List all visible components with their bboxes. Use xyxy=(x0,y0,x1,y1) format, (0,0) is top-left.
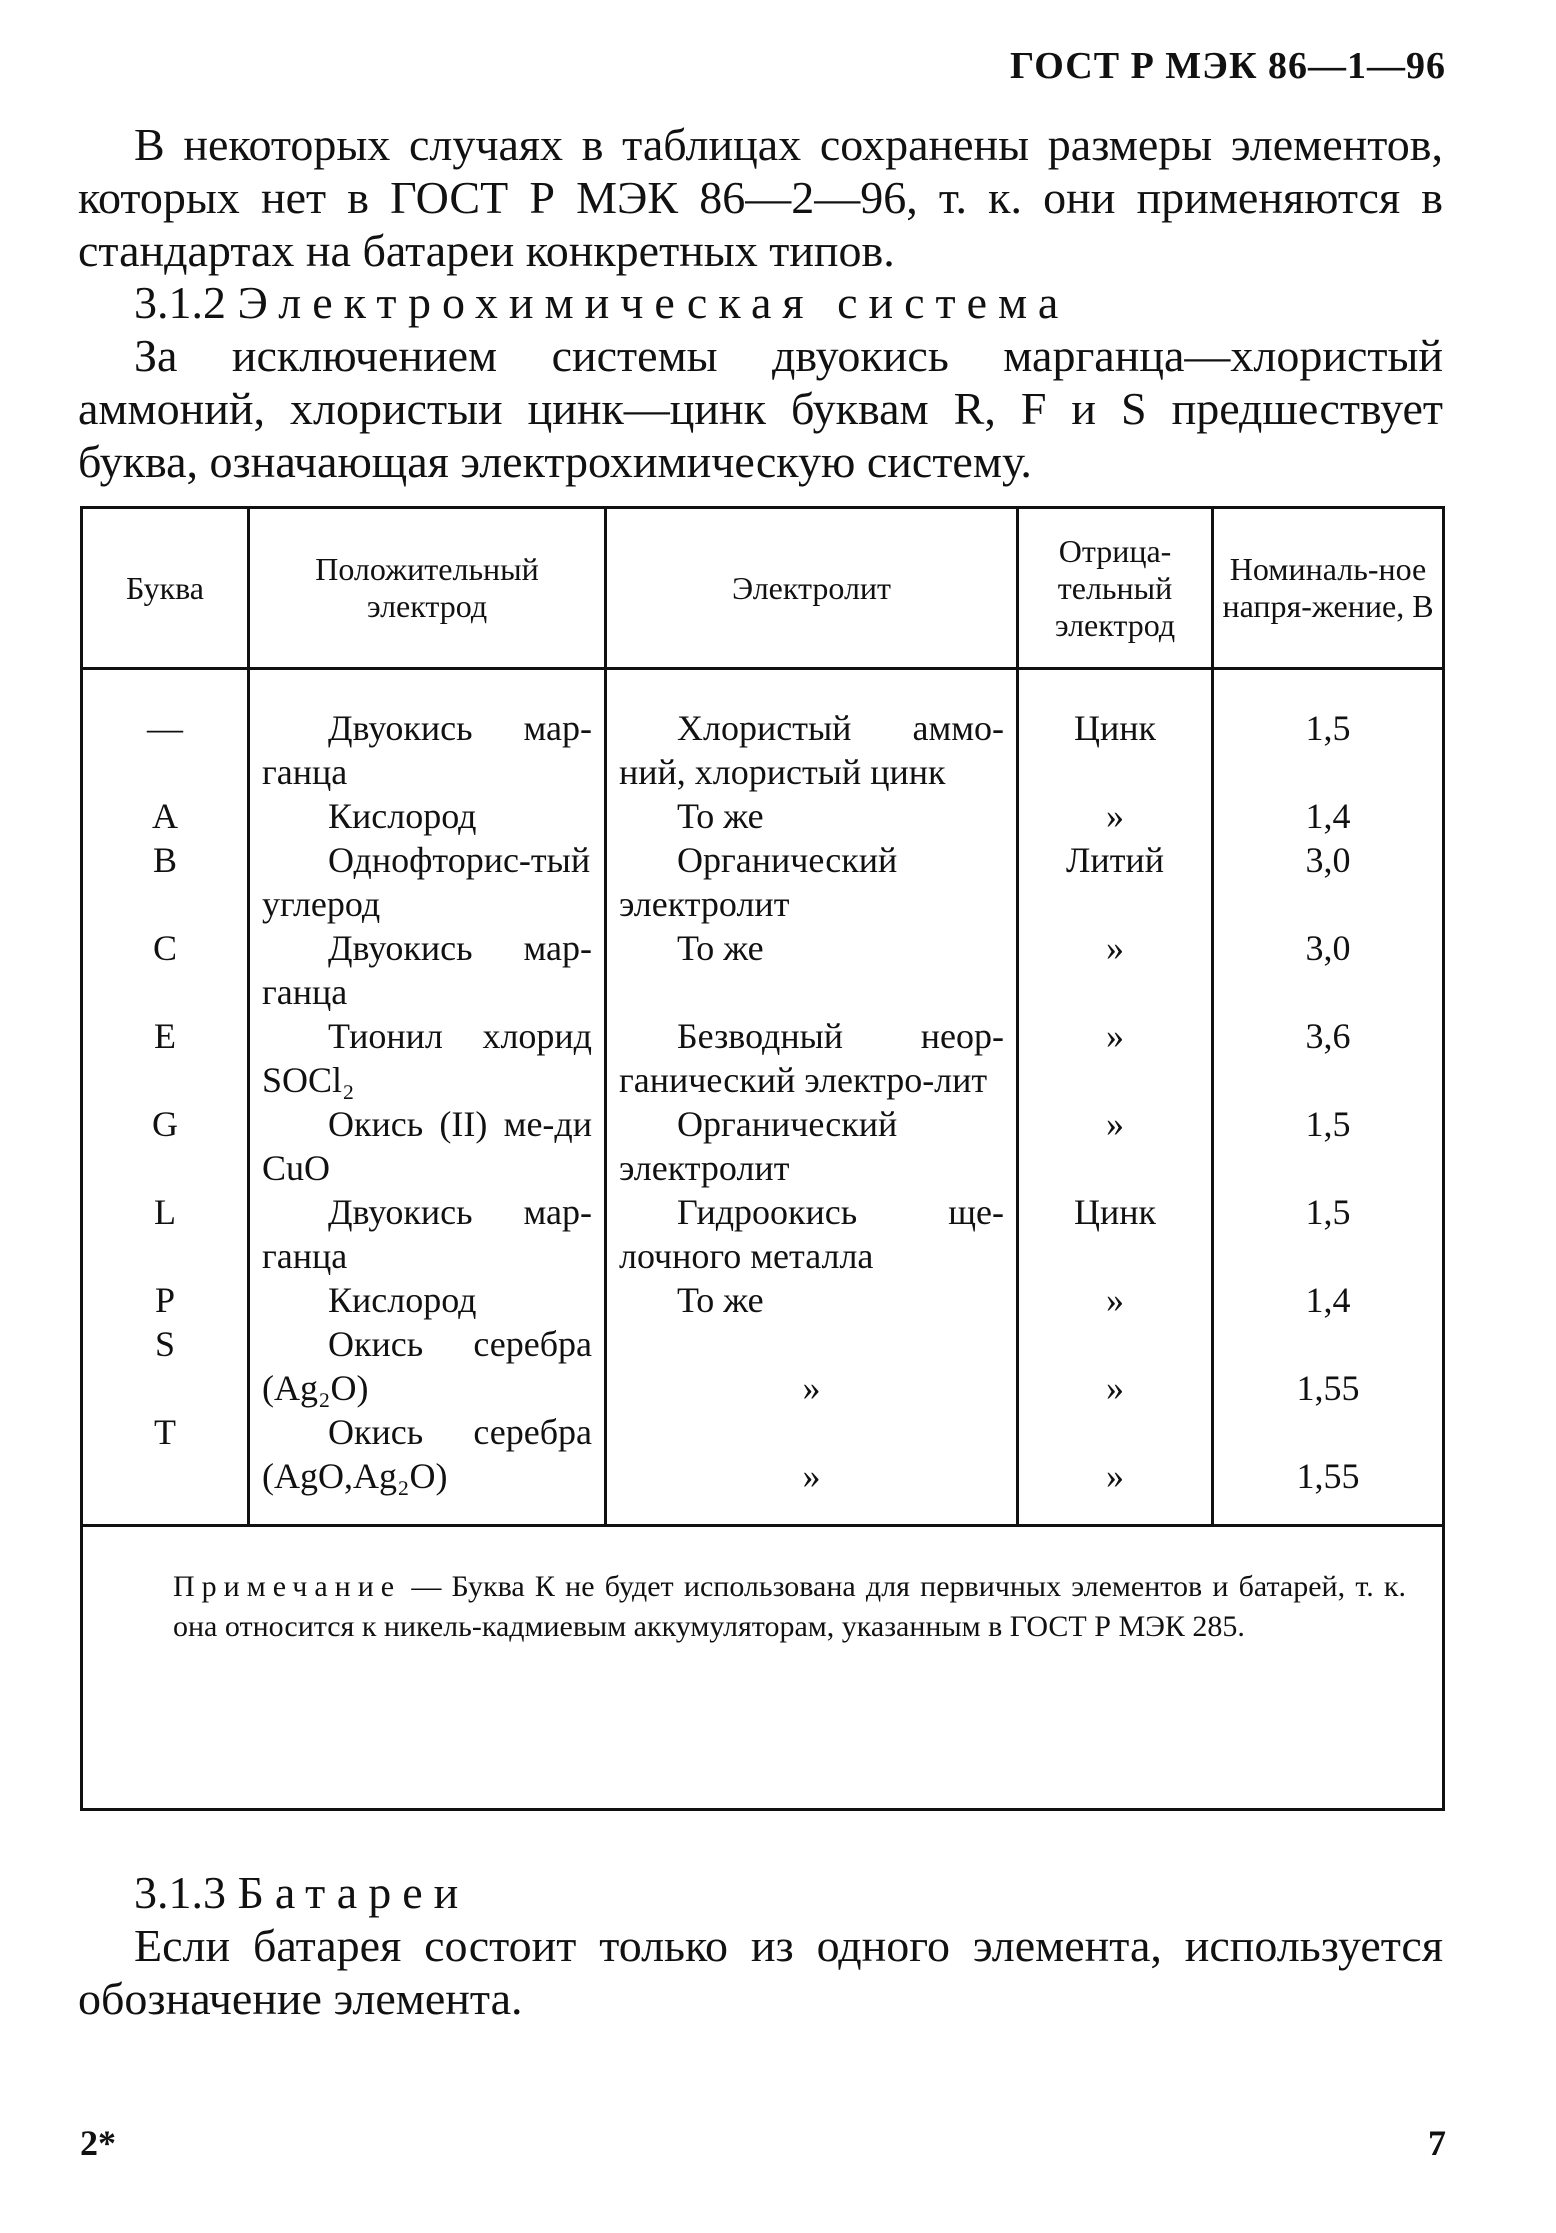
cell-negative: » xyxy=(1018,1322,1213,1410)
cell-electrolyte: Органический электролит xyxy=(606,838,1018,926)
cell-voltage: 3,0 xyxy=(1305,928,1351,968)
table-row xyxy=(83,1014,1442,1102)
table-row xyxy=(83,1278,1442,1322)
section-312-paragraph: За исключением системы двуокись марганца—хлористый аммоний, хлористыи цинк—цинк буквам R, F и S предшествует буква, означающая электрохимическую систему. xyxy=(78,330,1443,487)
section-312-number: 3.1.2 xyxy=(134,277,226,328)
cell-electrolyte: Безводный неор-ганический электро-лит xyxy=(606,1014,1018,1102)
cell-positive: Окись серебра (Ag₂O) xyxy=(249,1322,606,1410)
table-row xyxy=(83,1190,1442,1278)
cell-letter: E xyxy=(83,1014,249,1102)
table-row xyxy=(83,794,1442,838)
table-row xyxy=(83,838,1442,926)
cell-letter: B xyxy=(83,838,249,926)
cell-negative: » xyxy=(1018,1278,1213,1322)
cell-electrolyte: Хлористый аммо-ний, хлористый цинк xyxy=(606,669,1018,795)
footer-signature-mark: 2* xyxy=(80,2123,116,2163)
cell-letter: G xyxy=(83,1102,249,1190)
cell-positive: Кислород xyxy=(249,794,606,838)
cell-negative: Цинк xyxy=(1018,1190,1213,1278)
document-header: ГОСТ Р МЭК 86—1—96 xyxy=(1010,45,1446,87)
table-row xyxy=(83,669,1442,795)
cell-letter: T xyxy=(83,1410,249,1526)
section-313-heading xyxy=(134,1866,469,1919)
cell-voltage: 1,4 xyxy=(1305,1280,1351,1320)
cell-electrolyte: » xyxy=(606,1410,1018,1526)
cell-voltage: 1,4 xyxy=(1305,796,1351,836)
cell-voltage: 3,6 xyxy=(1305,1016,1351,1056)
cell-electrolyte: То же xyxy=(606,1278,1018,1322)
note-text: — Буква К не будет использована для первичных элементов и батарей, т. к. она относится к никель-кадмиевым аккумуляторам, указанным в ГОСТ Р МЭК 285. xyxy=(173,1570,1406,1643)
cell-electrolyte: Гидроокись ще-лочного металла xyxy=(606,1190,1018,1278)
cell-letter: L xyxy=(83,1190,249,1278)
cell-negative: » xyxy=(1018,1014,1213,1102)
section-312-title: Электрохимическая система xyxy=(237,277,1070,328)
cell-negative: Цинк xyxy=(1018,669,1213,795)
cell-voltage: 1,5 xyxy=(1305,708,1351,748)
cell-positive: Двуокись мар-ганца xyxy=(249,1190,606,1278)
cell-negative: » xyxy=(1018,1410,1213,1526)
cell-voltage: 1,55 xyxy=(1213,1410,1443,1526)
page-number: 7 xyxy=(1428,2123,1446,2163)
cell-positive: Однофторис-тый углерод xyxy=(249,838,606,926)
cell-positive: Окись (II) ме-ди CuO xyxy=(249,1102,606,1190)
electrochemical-table xyxy=(80,506,1445,1811)
cell-positive: Кислород xyxy=(249,1278,606,1322)
intro-paragraph: В некоторых случаях в таблицах сохранены размеры элементов, которых нет в ГОСТ Р МЭК 86—2—96, т. к. они применяются в стандартах на батареи конкретных типов. xyxy=(78,119,1443,276)
cell-negative: » xyxy=(1018,1102,1213,1190)
cell-voltage: 1,5 xyxy=(1305,1192,1351,1232)
cell-negative: » xyxy=(1018,794,1213,838)
section-312-heading xyxy=(134,276,1069,329)
table-row xyxy=(83,926,1442,1014)
cell-letter: S xyxy=(83,1322,249,1410)
cell-positive: Двуокись мар-ганца xyxy=(249,926,606,1014)
cell-letter: C xyxy=(83,926,249,1014)
cell-positive: Тионил хлорид SOCl₂ xyxy=(249,1014,606,1102)
cell-negative: Литий xyxy=(1018,838,1213,926)
table-row xyxy=(83,1322,1442,1410)
cell-letter: A xyxy=(83,794,249,838)
table-note xyxy=(83,1527,1442,1647)
cell-voltage: 1,55 xyxy=(1296,1368,1360,1408)
cell-electrolyte: » xyxy=(606,1322,1018,1410)
cell-positive: Двуокись мар-ганца xyxy=(249,669,606,795)
cell-electrolyte: То же xyxy=(606,794,1018,838)
section-313-title: Батареи xyxy=(237,1867,470,1918)
header-electrolyte: Электролит xyxy=(606,509,1018,669)
table-grid xyxy=(83,509,1442,1527)
header-letter: Буква xyxy=(83,509,249,669)
cell-voltage: 1,5 xyxy=(1305,1104,1351,1144)
section-313-paragraph: Если батарея состоит только из одного элемента, используется обозначение элемента. xyxy=(78,1920,1443,2024)
table-row xyxy=(83,1102,1442,1190)
cell-voltage: 3,0 xyxy=(1305,840,1351,880)
header-positive-electrode: Положительный электрод xyxy=(249,509,606,669)
cell-letter: P xyxy=(83,1278,249,1322)
table-row xyxy=(83,1410,1442,1526)
note-label: Примечание xyxy=(173,1570,402,1603)
cell-electrolyte: То же xyxy=(606,926,1018,1014)
cell-letter: — xyxy=(83,669,249,795)
header-nominal-voltage: Номиналь-ное напря-жение, В xyxy=(1213,509,1443,669)
header-negative-electrode: Отрица-тельный электрод xyxy=(1018,509,1213,669)
section-313-number: 3.1.3 xyxy=(134,1867,226,1918)
table-header-row xyxy=(83,509,1442,669)
cell-positive: Окись серебра (AgO,Ag₂O) xyxy=(249,1410,606,1526)
cell-negative: » xyxy=(1018,926,1213,1014)
cell-electrolyte: Органический электролит xyxy=(606,1102,1018,1190)
